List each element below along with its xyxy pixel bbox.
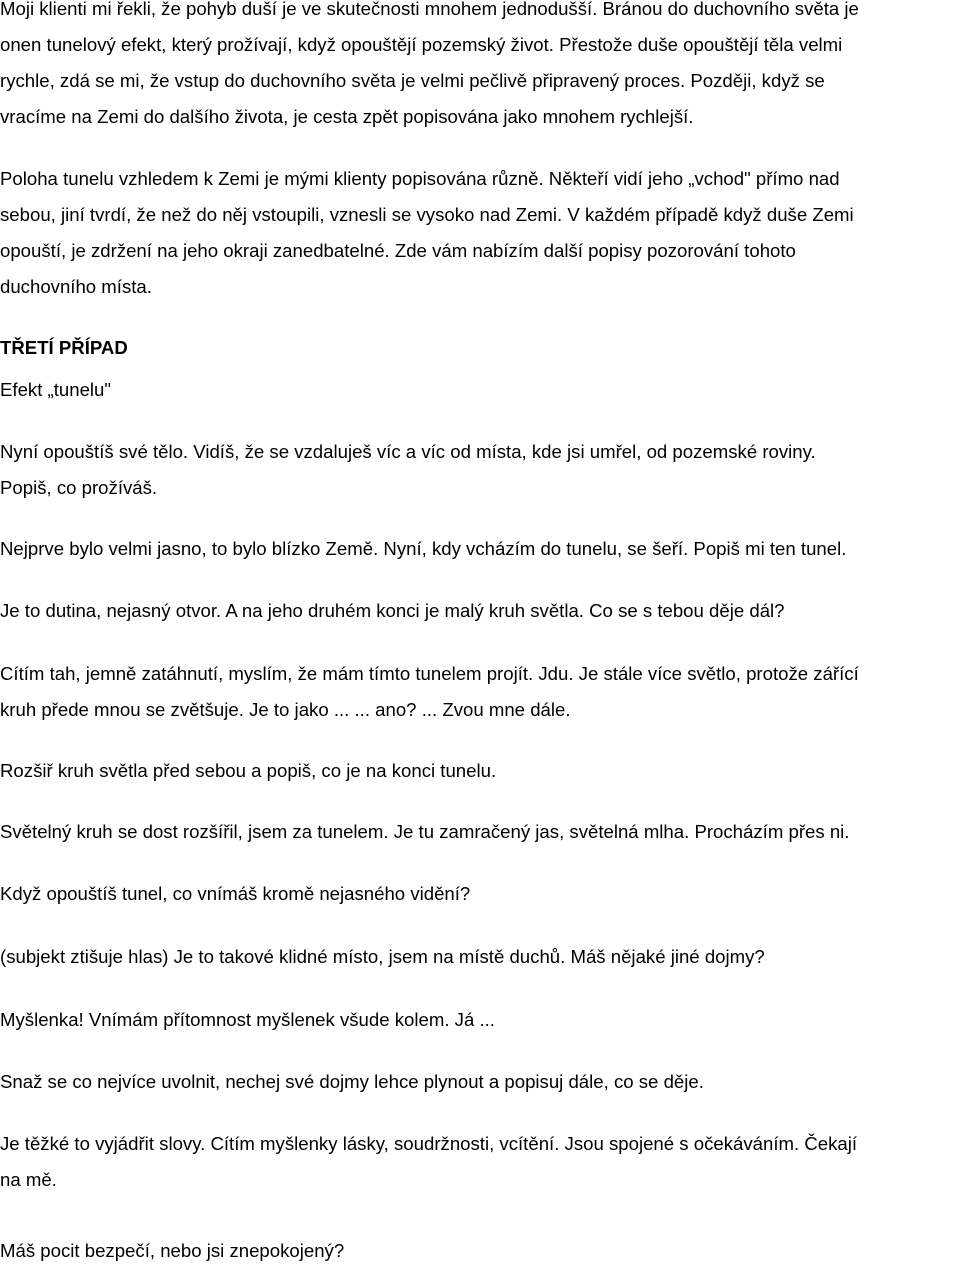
text-line: Nyní opouštíš své tělo. Vidíš, že se vzdaluješ víc a víc od místa, kde jsi umřel, od pozemské roviny.	[0, 441, 816, 462]
text-line: onen tunelový efekt, který prožívají, když opouštějí pozemský život. Přestože duše opouštějí těla velmi	[0, 34, 843, 55]
text-line: Světelný kruh se dost rozšířil, jsem za tunelem. Je tu zamračený jas, světelná mlha. Procházím přes ni.	[0, 821, 850, 842]
text-line: Popiš, co prožíváš.	[0, 477, 158, 498]
paragraph-tunnel-position	[0, 161, 960, 305]
section-heading	[0, 330, 960, 366]
paragraph-dialogue	[0, 1064, 960, 1100]
text-line: Poloha tunelu vzhledem k Zemi je mými klienty popisována různě. Někteří vidí jeho „vchod" přímo nad	[0, 168, 840, 189]
text-line: Rozšiř kruh světla před sebou a popiš, co je na konci tunelu.	[0, 760, 497, 781]
text-line: sebou, jiní tvrdí, že než do něj vstoupili, vznesli se vysoko nad Zemi. V každém případě když duše Zemi	[0, 204, 854, 225]
paragraph-dialogue	[0, 814, 960, 850]
text-line: Moji klienti mi řekli, že pohyb duší je ve skutečnosti mnohem jednodušší. Bránou do duchovního světa je	[0, 0, 859, 19]
paragraph-intro	[0, 0, 960, 135]
paragraph-dialogue	[0, 531, 960, 567]
paragraph-dialogue	[0, 656, 960, 728]
paragraph-dialogue	[0, 434, 960, 506]
text-line: Snaž se co nejvíce uvolnit, nechej své dojmy lehce plynout a popisuj dále, co se děje.	[0, 1071, 704, 1092]
paragraph-dialogue	[0, 939, 960, 975]
paragraph-dialogue	[0, 1126, 960, 1198]
text-line: vracíme na Zemi do dalšího života, je cesta zpět popisována jako mnohem rychlejší.	[0, 106, 694, 127]
text-line: na mě.	[0, 1169, 57, 1190]
text-line: Je to dutina, nejasný otvor. A na jeho druhém konci je malý kruh světla. Co se s tebou děje dál?	[0, 600, 785, 621]
text-line: Je těžké to vyjádřit slovy. Cítím myšlenky lásky, soudržnosti, vcítění. Jsou spojené s očekáváním. Čekají	[0, 1133, 858, 1154]
paragraph-dialogue	[0, 876, 960, 912]
text-line: duchovního místa.	[0, 276, 152, 297]
text-line: kruh přede mnou se zvětšuje. Je to jako ... ... ano? ... Zvou mne dále.	[0, 699, 571, 720]
paragraph-dialogue	[0, 1002, 960, 1038]
text-line: Cítím tah, jemně zatáhnutí, myslím, že mám tímto tunelem projít. Jdu. Je stále více světlo, protože zářící	[0, 663, 859, 684]
paragraph-dialogue	[0, 753, 960, 789]
text-line: rychle, zdá se mi, že vstup do duchovního světa je velmi pečlivě připravený proces. Později, když se	[0, 70, 825, 91]
subheading-text: Efekt „tunelu"	[0, 379, 111, 400]
text-line: (subjekt ztišuje hlas) Je to takové klidné místo, jsem na místě duchů. Máš nějaké jiné dojmy?	[0, 946, 765, 967]
text-line: Máš pocit bezpečí, nebo jsi znepokojený?	[0, 1240, 345, 1261]
subheading	[0, 372, 960, 408]
heading-text: TŘETÍ PŘÍPAD	[0, 337, 128, 358]
paragraph-dialogue	[0, 593, 960, 629]
text-line: opouští, je zdržení na jeho okraji zanedbatelné. Zde vám nabízím další popisy pozorování tohoto	[0, 240, 796, 261]
text-line: Nejprve bylo velmi jasno, to bylo blízko Země. Nyní, kdy vcházím do tunelu, se šeří. Popiš mi ten tunel.	[0, 538, 847, 559]
text-line: Myšlenka! Vnímám přítomnost myšlenek všude kolem. Já ...	[0, 1009, 495, 1030]
text-line: Když opouštíš tunel, co vnímáš kromě nejasného vidění?	[0, 883, 471, 904]
